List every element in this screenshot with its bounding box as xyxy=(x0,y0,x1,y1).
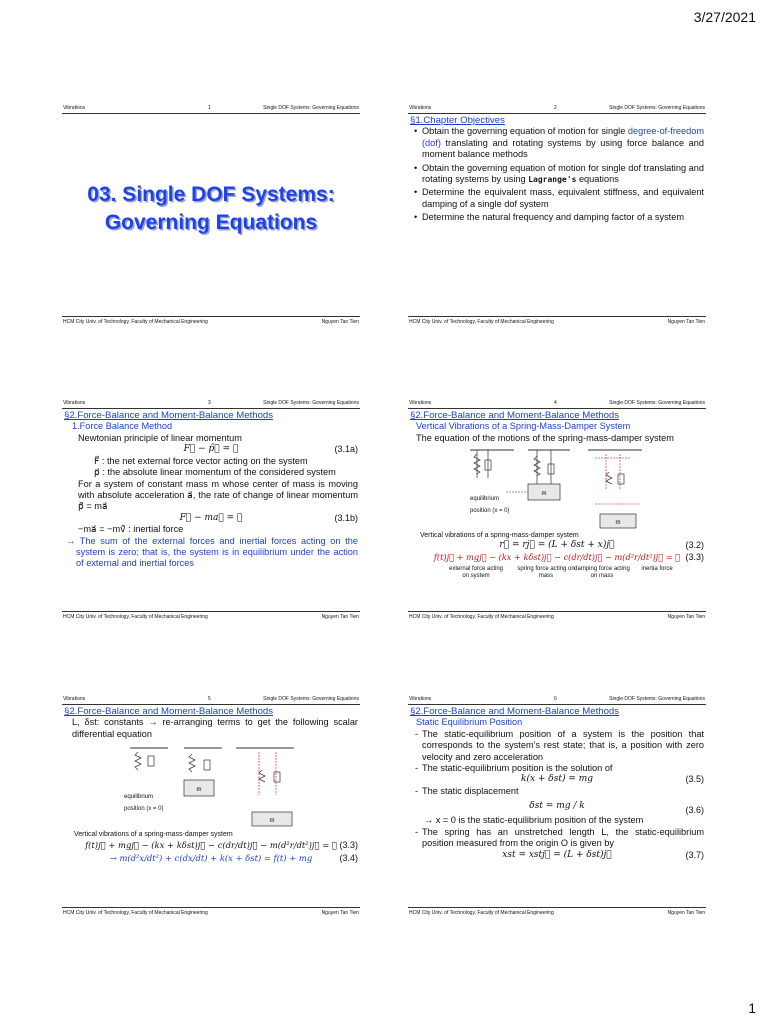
slide-6 xyxy=(408,695,706,917)
slide-number: 2 xyxy=(554,105,557,111)
brace-label: damping force acting on mass xyxy=(574,565,630,579)
equation-formula: → m(d²x/dt²) + c(dx/dt) + k(x + δst) = f(t) + mg xyxy=(109,853,313,864)
title-line-2: Governing Equations xyxy=(104,211,318,234)
title-line-1: 03. Single DOF Systems: xyxy=(87,183,335,206)
subsection-heading: Static Equilibrium Position xyxy=(416,717,523,728)
paragraph: −ma⃗ = −mv̂⃗ : inertial force xyxy=(78,524,184,535)
slide-title xyxy=(62,181,360,237)
paragraph: For a system of constant mass m whose center of mass is moving with absolute acceleration a⃗, the rate of change of linear momentum p̂⃗ = ma⃗ xyxy=(78,478,358,512)
slide-footer xyxy=(408,907,706,917)
definition: p⃗ : the absolute linear momentum of the considered system xyxy=(94,467,336,478)
figure-diagram xyxy=(64,740,358,840)
slide-4 xyxy=(408,399,706,621)
equilibrium-label: equilibrium position (x = 0) xyxy=(470,496,510,514)
equation-formula: δst = mg / k xyxy=(529,801,585,812)
equation-formula: F⃗ − p̂⃗ = 𝟎 xyxy=(183,444,239,455)
footer-left: HCM City Univ. of Technology, Faculty of Mechanical Engineering xyxy=(63,614,208,620)
footer-right: Nguyen Tan Tien xyxy=(667,910,705,916)
slide-body xyxy=(410,410,704,610)
mass-label: m xyxy=(541,491,547,498)
slide-footer xyxy=(62,611,360,621)
section-heading: §2.Force-Balance and Moment-Balance Methods xyxy=(64,410,274,421)
slide-header xyxy=(62,695,360,705)
equation xyxy=(410,850,704,862)
slide-footer xyxy=(408,316,706,326)
equation xyxy=(64,513,358,525)
mass-label: m xyxy=(615,520,621,527)
footer-left: HCM City Univ. of Technology, Faculty of Mechanical Engineering xyxy=(409,319,554,325)
equation-number: (3.1a) xyxy=(334,444,358,455)
paragraph: Newtonian principle of linear momentum xyxy=(78,432,242,443)
header-left: Vibrations xyxy=(409,105,432,111)
bullet-item xyxy=(410,126,704,160)
footer-right: Nguyen Tan Tien xyxy=(667,319,705,325)
equation xyxy=(410,540,704,552)
header-right: Single DOF Systems: Governing Equations xyxy=(263,105,359,111)
page-number: 1 xyxy=(748,1000,756,1016)
equation xyxy=(410,797,704,815)
definition: F⃗ : the net external force vector acting on the system xyxy=(94,455,308,466)
bullet-item: • Determine the equivalent mass, equivalent stiffness, and equivalent damping of a single dof system xyxy=(410,187,704,210)
header-right: Single DOF Systems: Governing Equations xyxy=(263,400,359,406)
footer-right: Nguyen Tan Tien xyxy=(321,910,359,916)
highlight-text: degree-of-freedom (dof) xyxy=(422,126,704,148)
slide-3 xyxy=(62,399,360,621)
equation-number: (3.3) xyxy=(339,840,358,851)
paragraph: The equation of the motions of the spring-mass-damper system xyxy=(416,432,674,443)
subsection-heading: Vertical Vibrations of a Spring-Mass-Damper System xyxy=(416,421,631,432)
equation-number: (3.2) xyxy=(685,540,704,551)
equation-number: (3.4) xyxy=(339,853,358,864)
equation-formula: r⃗ = rj⃗ = (L + δst + x)j⃗ xyxy=(499,540,615,551)
bullet-text: translating and rotating systems by using force balance and moment balance methods xyxy=(422,137,704,160)
slide-header xyxy=(408,104,706,114)
equation xyxy=(410,552,704,564)
slide-footer xyxy=(62,316,360,326)
section-heading: §2.Force-Balance and Moment-Balance Methods xyxy=(410,410,620,421)
footer-left: HCM City Univ. of Technology, Faculty of Mechanical Engineering xyxy=(409,910,554,916)
equation-formula: F⃗ − ma⃗ = 𝟎 xyxy=(179,512,243,523)
spring-mass-damper-figure xyxy=(64,740,358,840)
slide-footer xyxy=(62,907,360,917)
figure-caption: Vertical vibrations of a spring-mass-damper system xyxy=(74,831,233,839)
slide-number: 6 xyxy=(554,696,557,702)
header-left: Vibrations xyxy=(409,400,432,406)
bullet-item xyxy=(410,163,704,186)
dash-item: - The static-equilibrium position is the solution of xyxy=(410,763,704,774)
header-right: Single DOF Systems: Governing Equations xyxy=(609,696,705,702)
header-right: Single DOF Systems: Governing Equations xyxy=(609,400,705,406)
brace-label: inertia force xyxy=(641,565,673,572)
section-heading: §2.Force-Balance and Moment-Balance Methods xyxy=(410,706,620,717)
paragraph: → x = 0 is the static-equilibrium position of the system xyxy=(424,815,644,826)
mass-label: m xyxy=(196,787,202,794)
equation-number: (3.1b) xyxy=(334,512,358,523)
paragraph: L, δst: constants → re-arranging terms to get the following scalar differential equation xyxy=(72,717,358,739)
mass-label: m xyxy=(269,818,275,825)
footer-left: HCM City Univ. of Technology, Faculty of Mechanical Engineering xyxy=(63,910,208,916)
slide-body xyxy=(64,706,358,906)
figure-caption: Vertical vibrations of a spring-mass-damper system xyxy=(420,532,579,540)
slide-body xyxy=(410,115,704,315)
spring-mass-damper-figure xyxy=(410,444,704,540)
header-left: Vibrations xyxy=(63,400,86,406)
equation-formula: xst = xstj⃗ = (L + δst)j⃗ xyxy=(502,849,612,860)
equation-number: (3.6) xyxy=(685,805,704,816)
footer-left: HCM City Univ. of Technology, Faculty of Mechanical Engineering xyxy=(409,614,554,620)
header-left: Vibrations xyxy=(409,696,432,702)
slide-body xyxy=(64,410,358,610)
equation-formula: f(t)j⃗ + mgj⃗ − (kx + kδst)j⃗ − c(dr/dt)j⃗ − m(d²r/dt²)j⃗ = 𝟎 xyxy=(85,840,337,851)
slide-header xyxy=(62,104,360,114)
equilibrium-label: equilibrium position (x = 0) xyxy=(124,794,164,812)
header-left: Vibrations xyxy=(63,105,86,111)
equation xyxy=(64,840,358,853)
bold-term: Lagrange's xyxy=(528,175,577,185)
slide-2 xyxy=(408,104,706,326)
figure-diagram xyxy=(410,444,704,540)
equation xyxy=(64,853,358,866)
dash-item: - The static-equilibrium position of a system is the position that corresponds to the system's rest state; that is, a position with zero velocity and zero acceleration xyxy=(410,729,704,763)
slide-number: 3 xyxy=(208,400,211,406)
equation-number: (3.5) xyxy=(685,774,704,785)
conclusion: → The sum of the external forces and inertial forces acting on the system is zero; that is, the system is in equilibrium under the action of external and inertial forces xyxy=(66,535,358,569)
equation-formula: k(x + δst) = mg xyxy=(520,774,594,785)
footer-left: HCM City Univ. of Technology, Faculty of Mechanical Engineering xyxy=(63,319,208,325)
bullet-text: Obtain the governing equation of motion for single dof translating and rotating systems by using xyxy=(422,162,704,185)
header-left: Vibrations xyxy=(63,696,86,702)
equation xyxy=(410,774,704,786)
dash-item: - The static displacement xyxy=(410,786,704,797)
slide-header xyxy=(408,399,706,409)
slide-5 xyxy=(62,695,360,917)
section-heading: §1.Chapter Objectives xyxy=(410,115,505,126)
slide-header xyxy=(62,399,360,409)
slide-body xyxy=(410,706,704,906)
equation-number: (3.7) xyxy=(685,849,704,860)
page-date: 3/27/2021 xyxy=(693,9,756,25)
section-heading: §2.Force-Balance and Moment-Balance Methods xyxy=(64,706,274,717)
slide-footer xyxy=(408,611,706,621)
equation-formula: f(t)j⃗ + mgj⃗ − (kx + kδst)j⃗ − c(dr/dt)j⃗ − m(d²r/dt²)j⃗ = 𝟎 xyxy=(433,551,681,562)
header-right: Single DOF Systems: Governing Equations xyxy=(263,696,359,702)
equation-number: (3.3) xyxy=(685,551,704,562)
footer-right: Nguyen Tan Tien xyxy=(321,319,359,325)
header-right: Single DOF Systems: Governing Equations xyxy=(609,105,705,111)
slide-number: 1 xyxy=(208,105,211,111)
bullet-text: equations xyxy=(576,174,619,185)
subsection-heading: 1.Force Balance Method xyxy=(72,421,173,432)
bullet-text: Obtain the governing equation of motion for single xyxy=(422,126,628,137)
equation xyxy=(64,444,358,456)
footer-right: Nguyen Tan Tien xyxy=(321,614,359,620)
slide-header xyxy=(408,695,706,705)
slide-number: 5 xyxy=(208,696,211,702)
slide-1 xyxy=(62,104,360,326)
brace-label: external force acting on system xyxy=(448,565,504,579)
bullet-item: • Determine the natural frequency and damping factor of a system xyxy=(410,212,704,223)
slide-number: 4 xyxy=(554,400,557,406)
brace-labels xyxy=(410,564,704,582)
footer-right: Nguyen Tan Tien xyxy=(667,614,705,620)
dash-item: - The spring has an unstretched length L, the static-equilibrium position measured from the origin O is given by xyxy=(410,827,704,850)
brace-label: spring force acting on mass xyxy=(517,565,575,579)
